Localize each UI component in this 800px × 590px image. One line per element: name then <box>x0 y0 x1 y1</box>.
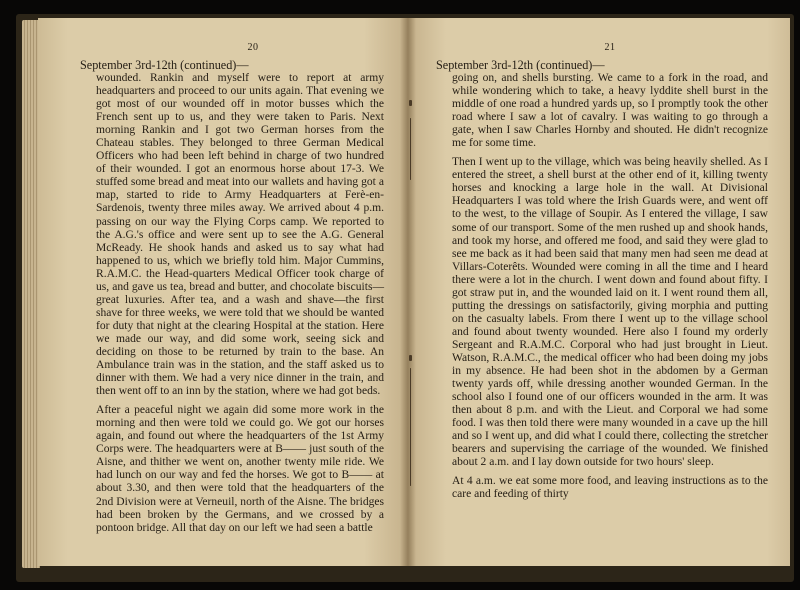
page-number: 20 <box>247 42 259 53</box>
binding-stitch <box>409 100 412 106</box>
paragraph: At 4 a.m. we eat some more food, and leaving instructions as to the care and feeding of thirty <box>452 475 768 501</box>
paragraph: going on, and shells bursting. We came to a fork in the road, and while wondering which to take, a heavy lyddite shell burst in the middle of one road a hundred yards up, so I promptly took the other road where I saw a lot of cavalry. I was waiting to go through a gate, when I saw Charles Hornby and shouted. He didn't recognize me for some time. <box>452 72 768 150</box>
book-gutter <box>400 18 416 566</box>
running-head: September 3rd-12th (continued)— <box>80 58 249 72</box>
binding-thread <box>410 368 411 486</box>
left-page <box>38 18 408 566</box>
binding-thread <box>410 118 411 180</box>
paragraph: wounded. Rankin and myself were to report at army headquarters and proceed to our units again. That evening we got most of our wounded off in motor busses which the French sent up to us, and they were taken to Paris. Next morning Rankin and I got two German horses from the Chateau stables. They belonged to three German Medical Officers who had been left behind in charge of two hundred of their wounded. I got an enormous horse about 17-3. We stuffed some bread and meat into our wallets and having got a map, started to ride to Army Headquarters at Ferè-en-Sardenois, twenty three miles away. We arrived about 4 p.m. passing on our way the Flying Corps camp. We reported to the A.G.'s office and were sent up to see the A.G. General McReady. He shook hands and asked us to say what had happened to us, which we briefly told him. Major Cummins, R.A.M.C. the Head-quarters Medical Officer took charge of us, and gave us tea, bread and butter, and chocolate biscuits—great luxuries. After tea, and a wash and shave—the first shave for three weeks, we were told that we should be wanted for duty that night at the clearing Hospital at the station. Here we made our way, and did some work, seeing sick and deciding on those to be returned by train to the base. An Ambulance train was in the station, and the staff asked us to dinner with them. We had a very nice dinner in the train, and then went off to an inn by the station, where we had got beds. <box>96 72 384 398</box>
page-number: 21 <box>604 42 616 53</box>
running-head: September 3rd-12th (continued)— <box>436 58 605 72</box>
paragraph: After a peaceful night we again did some more work in the morning and then were told we could go. We got our horses again, and found out where the headquarters of the 1st Army Corps were. The headquarters were at B—— just south of the Aisne, and thither we went on, another twenty mile ride. We had lunch on our way and fed the horses. We got to B—— at about 3.30, and then were told that the headquarters of the 2nd Division were at Verneuil, north of the Aisne. The bridges had been broken by the Germans, and we crossed by a pontoon bridge. All that day on our left we had seen a battle <box>96 404 384 534</box>
binding-stitch <box>409 355 412 361</box>
right-page <box>408 18 790 566</box>
paragraph: Then I went up to the village, which was being heavily shelled. As I entered the street, a shell burst at the other end of it, killing twenty horses and knocking a large hole in the wall. At Divisional Headquarters I was told where the Irish Guards were, and went off to the west, to the village of Soupir. As I entered the village, I saw some of our transport. Some of the men rushed up and shook hands, and took my horse, and offered me food, and said they were glad to see me back as it had been said that many men had seen me dead at Villars-Coterêts. Wounded were coming in all the time and I heard there were a lot in the church. I went down and found about fifty. I got straw put in, and the wounded laid on it. I went round them all, putting the dressings on satisfactorily, giving morphia and putting on the casualty labels. From there I went up to the village school and found about twenty wounded. Here also I found my orderly Sergeant and R.A.M.C. Corporal who had just brought in Lieut. Watson, R.A.M.C., the medical officer who had been doing my jobs in my absence. He had been shot in the abdomen by a German twenty yards off, while dressing another wounded German. In the school also I found one of our officers wounded in the arm. It was then about 8 p.m. and with the Lieut. and Corporal we had some food. I was then told there were many wounded in a cave up the hill and so I went up, and did what I could there, collecting the stretcher bearers and supervising the carriage of the wounded. We finished about 2 a.m. and I lay down outside for two hours' sleep. <box>452 156 768 469</box>
